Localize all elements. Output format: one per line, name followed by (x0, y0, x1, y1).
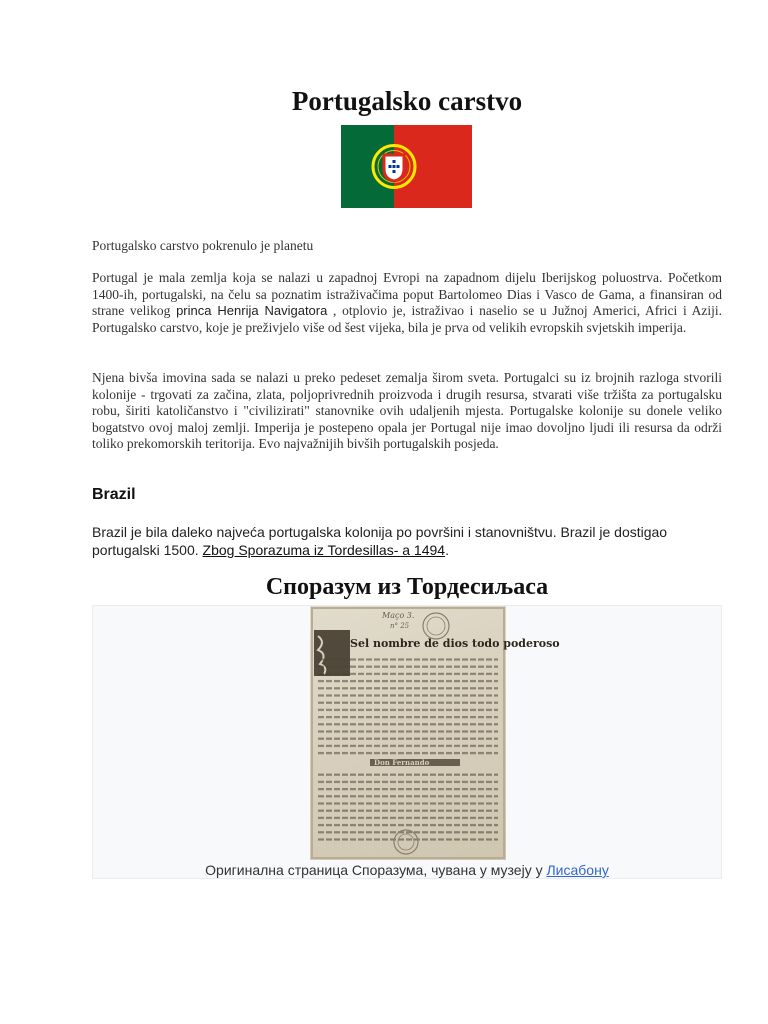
treaty-heading: Споразум из Тордесиљаса (265, 574, 549, 600)
brazil-text-end: . (445, 542, 449, 558)
page-title: Portugalsko carstvo (291, 86, 523, 116)
tordesillas-link[interactable]: Zbog Sporazuma iz Tordesillas- a 1494 (202, 542, 446, 558)
figure-caption (93, 862, 721, 878)
brazil-text: Brazil je bila daleko najveća portugalska kolonija po površini i stanovništvu. Brazil je dostigao portugalski 1500. (92, 524, 668, 558)
brazil-paragraph (92, 523, 722, 559)
caption-text: Оригинална страница Споразума, чувана у музеју у (205, 862, 547, 878)
svg-text:Maço 3.: Maço 3. (382, 611, 415, 620)
treaty-document-image (310, 606, 560, 860)
portugal-flag-image (341, 125, 472, 208)
document-midline-script: Don Fernando (374, 758, 430, 767)
document-heading-script: Sel nombre de dios todo poderoso (350, 637, 560, 650)
paragraph-colonies: Njena bivša imovina sada se nalazi u preko pedeset zemalja širom sveta. Portugalci su iz brojnih razloga stvorili kolonije - trgovati za začina, zlata, poljoprivrednih proizvoda i drugih resursa, stvarati više tržišta za portugalsku robu, širiti katoličanstvo i "civilizirati" stanovnike ovih udaljenih mjesta. Portugalske kolonije su donele veliko bogatstvo ovoj maloj zemlji. Imperija je postepeno opala jer Portugal nije imao dovoljno ljudi ili resursa da održi toliko prekomorskih teritorija. Evo najvažnijih bivših portugalskih posjeda. (92, 370, 722, 452)
lisbon-link[interactable]: Лисабону (546, 862, 609, 878)
paragraph-portugal (92, 270, 722, 336)
paragraph-portugal-part2: , otplovio je, istraživao i naselio se u Južnoj Americi, Africi i Aziji. Portugalsko carstvo, koje je preživjelo više od šest vijeka, bila je prva od velikih evropskih svjetskih imperija. (92, 303, 722, 335)
intro-text: Portugalsko carstvo pokrenulo je planetu (92, 238, 314, 253)
brazil-heading: Brazil (92, 486, 136, 503)
treaty-figure (92, 605, 722, 879)
svg-text:n° 25: n° 25 (390, 622, 410, 630)
henry-navigator-text: princa Henrija Navigatora (176, 303, 328, 319)
paragraph-portugal-part1: Portugal je mala zemlja koja se nalazi u zapadnoj Evropi na zapadnom dijelu Iberijskog poluostrva. Početkom 1400-ih, portugalski, na čelu sa poznatim istraživačima poput Bartolomeo Dias i Vasco de Gama, a finansiran od strane velikog (92, 270, 722, 319)
